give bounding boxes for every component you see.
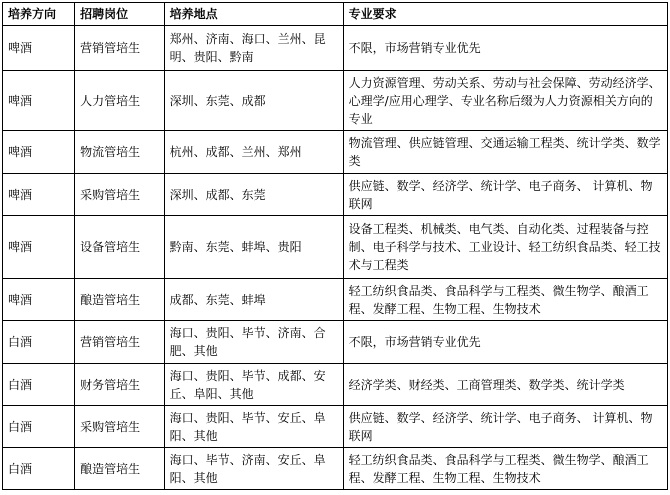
cell-location: 海口、贵阳、毕节、济南、合肥、其他 (164, 321, 343, 364)
cell-position: 营销管培生 (75, 26, 165, 71)
cell-location: 黔南、东莞、蚌埠、贵阳 (164, 216, 343, 279)
table-row (3, 26, 668, 71)
cell-position: 酿造管培生 (75, 279, 165, 321)
cell-major: 人力资源管理、劳动关系、劳动与社会保障、劳动经济学、心理学/应用心理学、专业名称后缀为人力资源相关方向的专业 (343, 71, 667, 131)
cell-major: 轻工纺织食品类、食品科学与工程类、微生物学、酿酒工程、发酵工程、生物工程、生物技术 (343, 448, 667, 490)
cell-location: 海口、贵阳、毕节、安丘、阜阳、其他 (164, 406, 343, 448)
cell-position: 财务管培生 (75, 364, 165, 406)
cell-position: 设备管培生 (75, 216, 165, 279)
table-row (3, 406, 668, 448)
recruitment-table (2, 2, 668, 490)
table-row (3, 321, 668, 364)
cell-location: 海口、毕节、济南、安丘、阜阳、其他 (164, 448, 343, 490)
cell-major: 物流管理、供应链管理、交通运输工程类、统计学类、数学类 (343, 131, 667, 174)
table-row (3, 174, 668, 216)
cell-direction: 白酒 (3, 321, 75, 364)
cell-major: 设备工程类、机械类、电气类、自动化类、过程装备与控制、电子科学与技术、工业设计、轻工纺织食品类、轻工技术与工程类 (343, 216, 667, 279)
header-major: 专业要求 (343, 3, 667, 26)
cell-location: 杭州、成都、兰州、郑州 (164, 131, 343, 174)
table-row (3, 131, 668, 174)
cell-position: 采购管培生 (75, 406, 165, 448)
table-header-row (3, 3, 668, 26)
cell-direction: 啤酒 (3, 71, 75, 131)
cell-direction: 啤酒 (3, 279, 75, 321)
table-row (3, 216, 668, 279)
cell-direction: 白酒 (3, 406, 75, 448)
cell-position: 酿造管培生 (75, 448, 165, 490)
table-row (3, 279, 668, 321)
header-location: 培养地点 (164, 3, 343, 26)
cell-position: 人力管培生 (75, 71, 165, 131)
cell-major: 经济学类、财经类、工商管理类、数学类、统计学类 (343, 364, 667, 406)
header-direction: 培养方向 (3, 3, 75, 26)
header-position: 招聘岗位 (75, 3, 165, 26)
cell-direction: 白酒 (3, 448, 75, 490)
table-row (3, 448, 668, 490)
cell-direction: 啤酒 (3, 174, 75, 216)
cell-location: 成都、东莞、蚌埠 (164, 279, 343, 321)
cell-major: 轻工纺织食品类、食品科学与工程类、微生物学、酿酒工程、发酵工程、生物工程、生物技术 (343, 279, 667, 321)
cell-location: 郑州、济南、海口、兰州、昆明、贵阳、黔南 (164, 26, 343, 71)
cell-direction: 啤酒 (3, 131, 75, 174)
cell-location: 海口、贵阳、毕节、成都、安丘、阜阳、其他 (164, 364, 343, 406)
table-row (3, 364, 668, 406)
cell-direction: 啤酒 (3, 26, 75, 71)
cell-major: 不限，市场营销专业优先 (343, 321, 667, 364)
cell-major: 供应链、数学、经济学、统计学、电子商务、 计算机、物联网 (343, 406, 667, 448)
cell-location: 深圳、成都、东莞 (164, 174, 343, 216)
cell-major: 供应链、数学、经济学、统计学、电子商务、 计算机、物联网 (343, 174, 667, 216)
table-row (3, 71, 668, 131)
cell-position: 物流管培生 (75, 131, 165, 174)
cell-position: 营销管培生 (75, 321, 165, 364)
cell-direction: 啤酒 (3, 216, 75, 279)
cell-direction: 白酒 (3, 364, 75, 406)
cell-location: 深圳、东莞、成都 (164, 71, 343, 131)
cell-major: 不限，市场营销专业优先 (343, 26, 667, 71)
cell-position: 采购管培生 (75, 174, 165, 216)
